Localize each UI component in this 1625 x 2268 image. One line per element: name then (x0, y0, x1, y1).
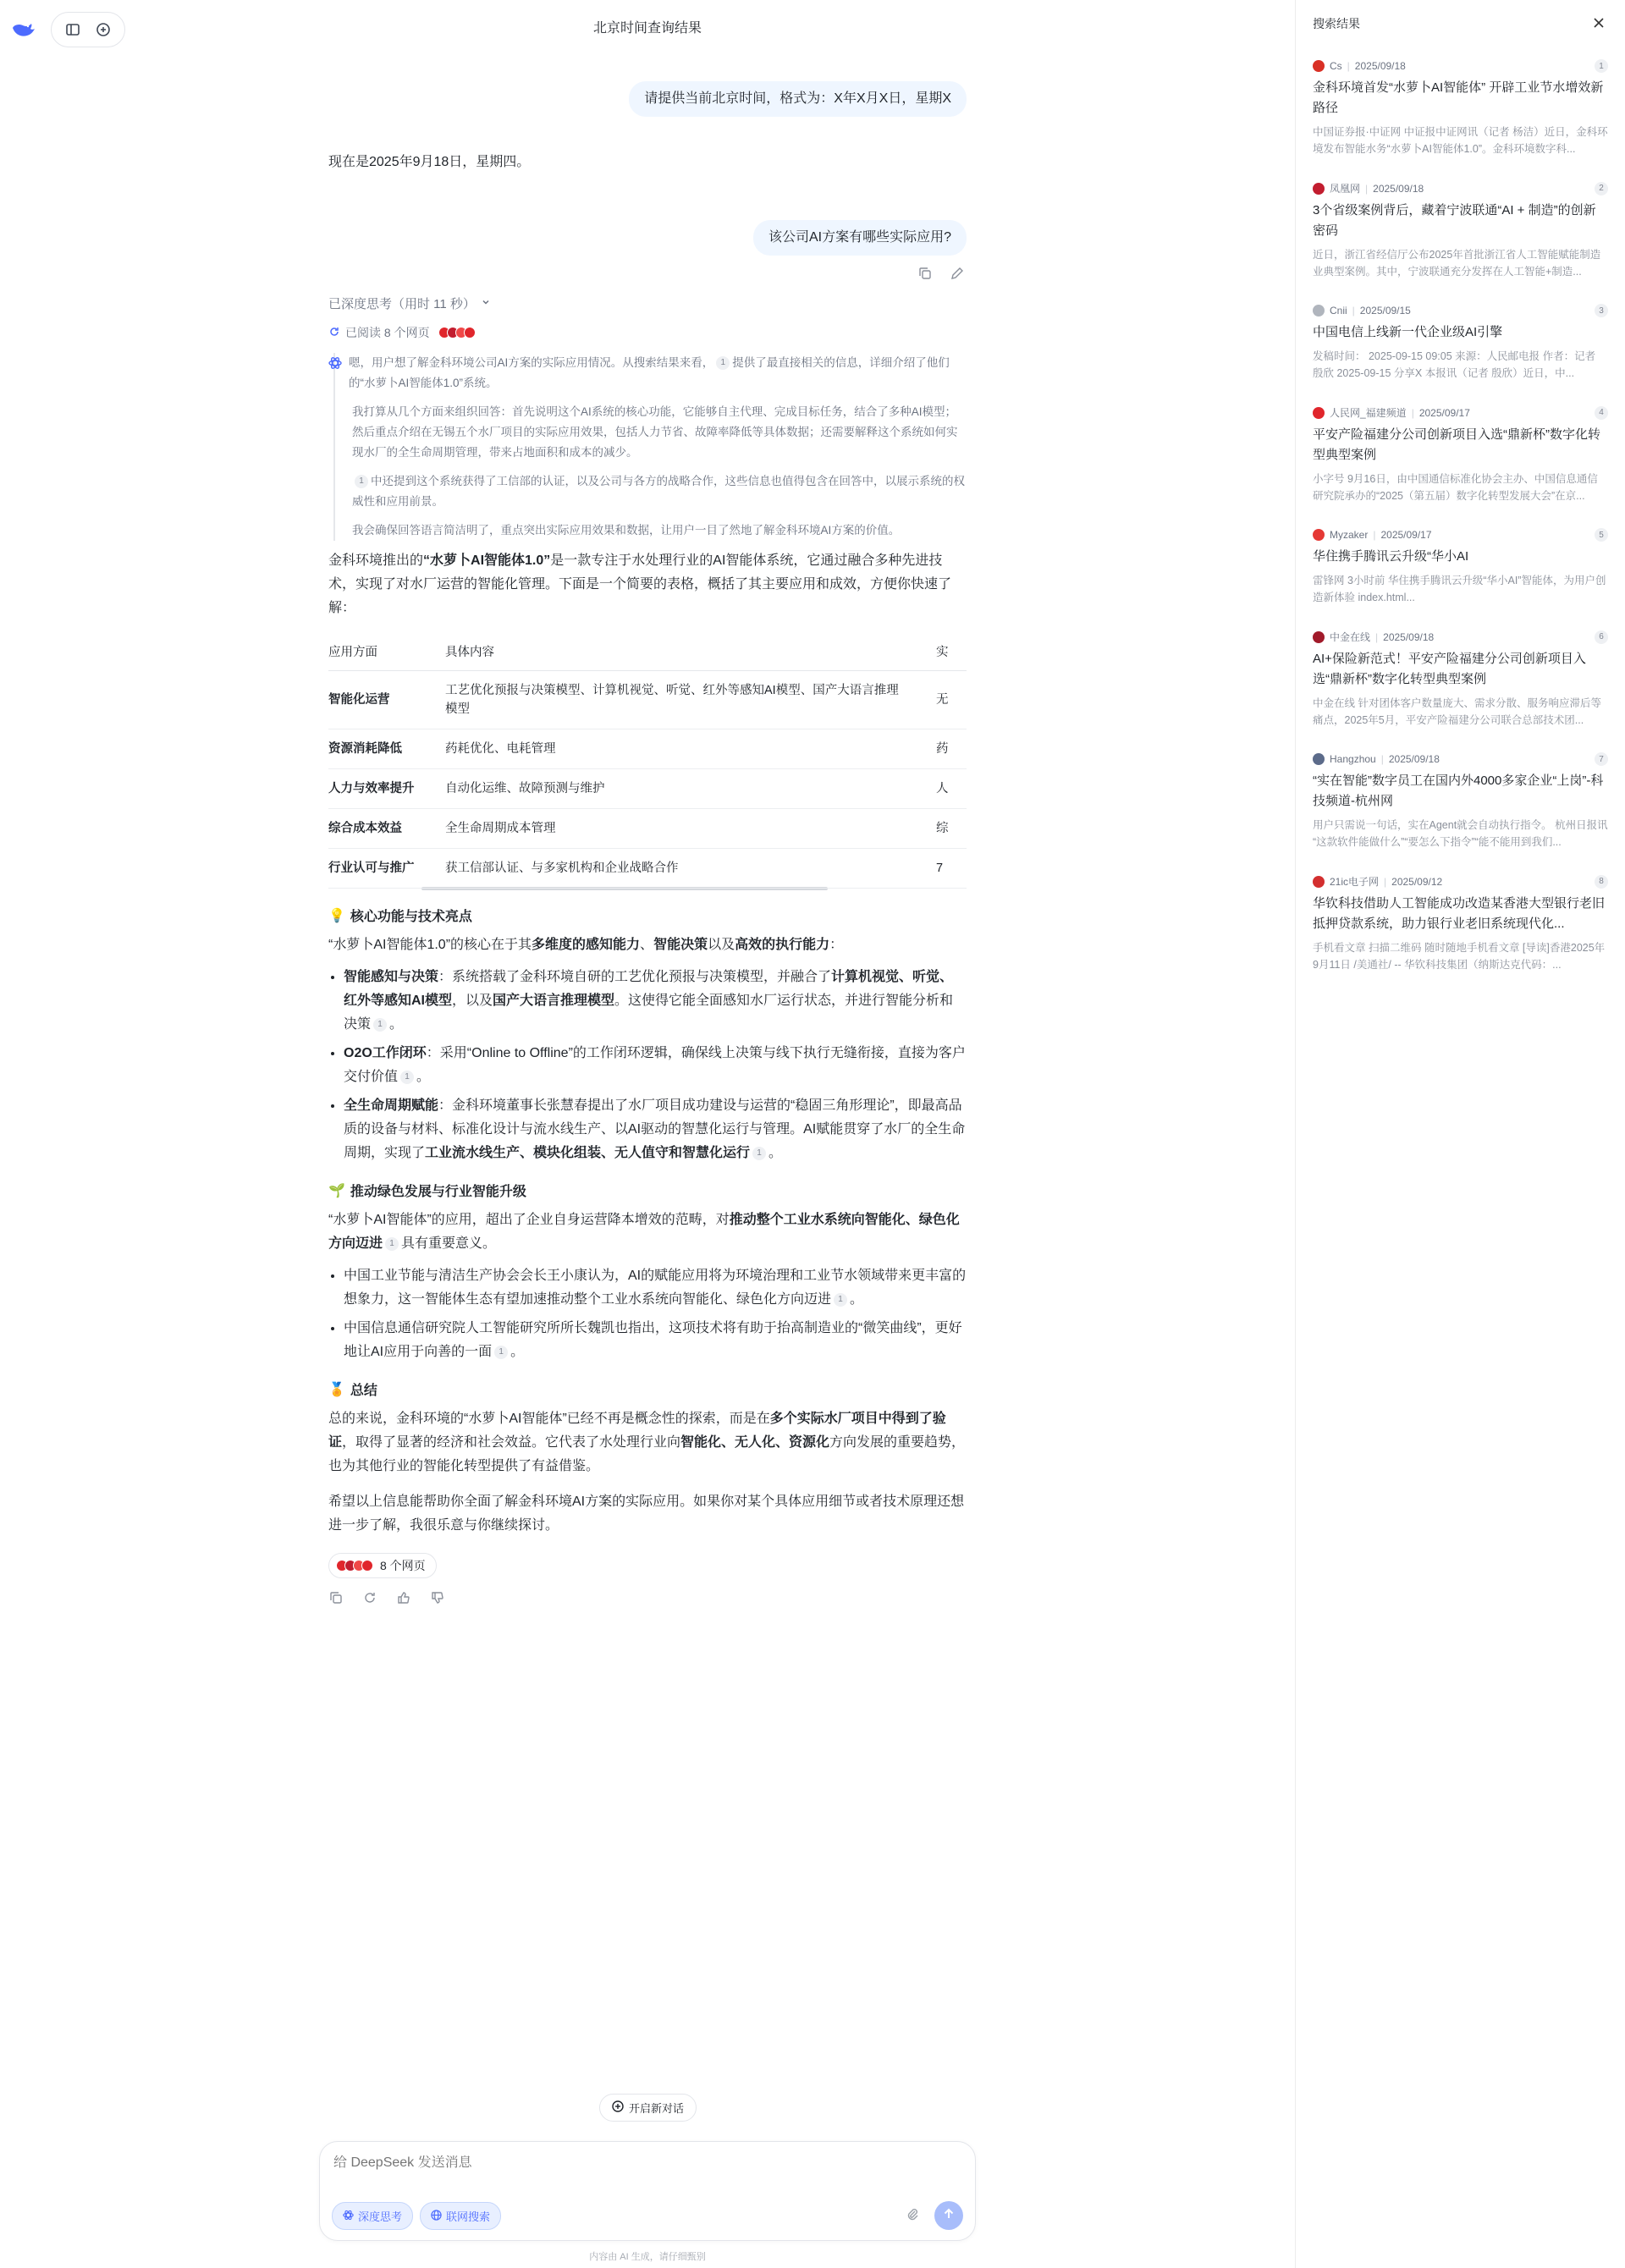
search-result-item[interactable] (1296, 516, 1625, 618)
table-cell-aspect: 资源消耗降低 (328, 729, 445, 769)
search-result-date: 2025/09/17 (1418, 406, 1470, 419)
thumbs-down-icon[interactable] (430, 1590, 445, 1610)
section-green-intro: “水萝卜AI智能体”的应用，超出了企业自身运营降本增效的范畴，对推动整个工业水系统向智能化、绿色化方向迈进 1 具有重要意义。 (328, 1213, 960, 1251)
green-comment-list (344, 1264, 967, 1364)
table-header: 实 (936, 632, 967, 671)
thinking-paragraph-3: 1 中还提到这个系统获得了工信部的认证，以及公司与各方的战略合作，这些信息也值得包含在回答中，以展示系统的权威性和应用前景。 (352, 475, 965, 508)
search-result-date: 2025/09/18 (1354, 60, 1406, 72)
search-result-date: 2025/09/18 (1388, 753, 1440, 765)
read-web-pages[interactable] (328, 324, 967, 341)
atom-icon (343, 2210, 354, 2223)
search-results-list (1296, 47, 1625, 985)
user-message-1 (328, 81, 967, 117)
ai-disclaimer: 内容由 AI 生成，请仔细甄别 (589, 2252, 706, 2262)
search-result-title[interactable]: 中国电信上线新一代企业级AI引擎 (1313, 325, 1503, 339)
search-result-item[interactable] (1296, 169, 1625, 292)
source-favicon-icon (1313, 876, 1325, 888)
source-favicon-icon (1313, 305, 1325, 317)
search-results-panel (1295, 0, 1625, 2268)
search-result-source: Cnii (1330, 305, 1347, 317)
table-cell-content: 自动化运维、故障预测与维护 (445, 769, 936, 809)
chat-title: 北京时间查询结果 (592, 21, 702, 36)
search-result-snippet: 中金在线 针对团体客户数量庞大、需求分散、服务响应滞后等痛点，2025年5月，平安产险福建分公司联合总部技术团... (1313, 697, 1601, 726)
application-table (328, 632, 967, 889)
user-message-actions (328, 266, 967, 283)
section-summary-text: 总的来说，金科环境的“水萝卜AI智能体”已经不再是概念性的探索，而是在多个实际水厂项目中得到了验证，取得了显著的经济和社会效益。它代表了水处理行业向智能化、无人化、资源化方向发展的重要趋势，也为其他行业的智能化转型提供了有益借鉴。 (328, 1412, 966, 1473)
table-cell-aspect: 智能化运营 (328, 671, 445, 729)
search-result-meta: 21ic电子网 | 2025/09/12 8 (1313, 874, 1608, 889)
search-result-date: 2025/09/18 (1383, 630, 1435, 643)
source-favicon-icon (1313, 183, 1325, 195)
search-result-title[interactable]: AI+保险新范式！平安产险福建分公司创新项目入选“鼎新杯”数字化转型典型案例 (1313, 652, 1586, 686)
deep-think-toggle[interactable]: 深度思考 (332, 2202, 413, 2230)
search-result-meta: Myzaker | 2025/09/17 5 (1313, 528, 1608, 542)
table-row (328, 671, 967, 729)
search-result-source: 凤凰网 (1330, 183, 1361, 195)
search-result-meta: 凤凰网 | 2025/09/18 2 (1313, 181, 1608, 195)
list-item: • 全生命周期赋能：金科环境董事长张慧春提出了水厂项目成功建设与运营的“稳固三角形理论”，即最高品质的设备与材料、标准化设计与流水线生产、以AI驱动的智慧化运行与管理。AI赋能贯穿了水厂的全生命周期，实现了工业流水线生产、模块化组装、无人值守和智慧化运行 1 。 (344, 1094, 967, 1165)
search-result-date: 2025/09/12 (1391, 875, 1443, 888)
search-refresh-icon (328, 326, 340, 340)
source-favicon-icon (1313, 753, 1325, 765)
list-item: • 中国信息通信研究院人工智能研究所所长魏凯也指出，这项技术将有助于抬高制造业的“微笑曲线”，更好地让AI应用于向善的一面 1 。 (344, 1317, 967, 1364)
search-result-title[interactable]: “实在智能”数字员工在国内外4000多家企业“上岗”-科技频道-杭州网 (1313, 773, 1604, 808)
deep-think-icon (328, 356, 342, 394)
citation-badge[interactable]: 1 (355, 475, 368, 488)
message-input[interactable] (333, 2155, 926, 2171)
citation-badge[interactable]: 1 (385, 1237, 399, 1251)
search-result-source: 中金在线 (1330, 631, 1371, 643)
sources-chip[interactable] (328, 1553, 437, 1578)
list-item: • O2O工作闭环：采用“Online to Offline”的工作闭环逻辑，确保线上决策与线下执行无缝衔接，直接为客户交付价值 1 。 (344, 1042, 967, 1089)
table-cell-content: 工艺优化预报与决策模型、计算机视觉、听觉、红外等感知AI模型、国产大语言推理模型 (445, 671, 936, 729)
table-cell-effect: 综 (936, 809, 967, 849)
section-core-intro: “水萝卜AI智能体1.0”的核心在于其多维度的感知能力、智能决策以及高效的执行能力： (328, 938, 844, 952)
thinking-paragraph-1: 嗯，用户想了解金科环境公司AI方案的实际应用情况。从搜索结果来看， 1 提供了最直接相关的信息，详细介绍了他们的“水萝卜AI智能体1.0”系统。 (328, 353, 967, 394)
table-cell-effect: 7 (936, 849, 967, 889)
search-result-item[interactable] (1296, 394, 1625, 516)
composer-actions (906, 2201, 963, 2230)
thinking-content (333, 353, 967, 541)
attachment-icon[interactable] (906, 2207, 919, 2225)
section-heading-core: 💡 核心功能与技术亮点 (328, 908, 472, 924)
table-header: 具体内容 (445, 632, 936, 671)
thinking-paragraph-2: 我打算从几个方面来组织回答：首先说明这个AI系统的核心功能，它能够自主代理、完成目标任务，结合了多种AI模型；然后重点介绍在无锡五个水厂项目的实际应用效果，包括人力节省、故障率降低等具体数据；还需要解释这个系统如何实现水厂的全生命周期管理，带来占地面积和成本的减少。 (352, 405, 958, 459)
table-cell-content: 全生命周期成本管理 (445, 809, 936, 849)
search-result-meta: Hangzhou | 2025/09/18 7 (1313, 752, 1608, 766)
chat-column (328, 0, 967, 1610)
search-panel-header (1296, 0, 1625, 47)
chevron-down-icon (481, 296, 491, 311)
user-message-2 (328, 220, 967, 256)
search-result-source: Cs (1330, 60, 1342, 72)
user-message-text: 该公司AI方案有哪些实际应用? (753, 220, 967, 256)
table-header: 应用方面 (328, 632, 445, 671)
plus-circle-icon (612, 2100, 624, 2115)
search-result-source: 人民网_福建频道 (1330, 407, 1407, 419)
user-message-text: 请提供当前北京时间，格式为：X年X月X日，星期X (629, 81, 967, 117)
table-row (328, 769, 967, 809)
thinking-header: 已深度思考（用时 11 秒） (328, 297, 476, 311)
answer-intro: 金科环境推出的“水萝卜AI智能体1.0”是一款专注于水处理行业的AI智能体系统，它通过融合多种先进技术，实现了对水厂运营的智能化管理。下面是一个简要的表格，概括了其主要应用和成效，方便你快速了解： (328, 553, 952, 615)
thinking-toggle[interactable] (328, 295, 967, 312)
search-result-index: 7 (1595, 752, 1608, 766)
citation-badge[interactable]: 1 (834, 1293, 847, 1307)
search-result-source: Hangzhou (1330, 753, 1376, 765)
web-search-toggle[interactable]: 联网搜索 (420, 2202, 501, 2230)
search-result-snippet: 手机看文章 扫描二维码 随时随地手机看文章 [导读]香港2025年9月11日 /美通社/ -- 华钦科技集团（纳斯达克代码：... (1313, 942, 1606, 971)
source-favicon-icon (1313, 631, 1325, 643)
source-favicons (339, 1560, 373, 1572)
search-result-index: 2 (1595, 182, 1608, 195)
source-favicon-icon (1313, 529, 1325, 541)
search-result-title[interactable]: 华住携手腾讯云升级“华小AI (1313, 549, 1469, 564)
search-result-source: 21ic电子网 (1330, 876, 1380, 888)
table-row (328, 809, 967, 849)
copy-icon[interactable] (917, 266, 934, 283)
source-favicons (442, 327, 476, 339)
search-result-date: 2025/09/18 (1373, 182, 1424, 195)
closing-text: 希望以上信息能帮助你全面了解金科环境AI方案的实际应用。如果你对某个具体应用细节或者技术原理还想进一步了解，我很乐意与你继续探讨。 (328, 1495, 965, 1533)
table-cell-aspect: 人力与效率提升 (328, 769, 445, 809)
search-result-date: 2025/09/15 (1359, 305, 1411, 317)
search-result-item[interactable] (1296, 292, 1625, 394)
citation-badge[interactable]: 1 (373, 1018, 387, 1032)
source-favicon-icon (1313, 60, 1325, 72)
thumbs-up-icon[interactable] (396, 1590, 411, 1610)
search-result-date: 2025/09/17 (1380, 529, 1432, 541)
answer-actions (328, 1590, 967, 1610)
search-result-title[interactable]: 华钦科技借助人工智能成功改造某香港大型银行老旧抵押贷款系统，助力银行业老旧系统现代化... (1313, 896, 1606, 931)
edit-icon[interactable] (950, 266, 967, 283)
search-result-snippet: 发稿时间： 2025-09-15 09:05 来源：人民邮电报 作者：记者 殷欣 2025-09-15 分享X 本报讯（记者 殷欣）近日，中... (1313, 350, 1596, 379)
search-result-index: 6 (1595, 630, 1608, 644)
search-result-snippet: 中国证券报·中证网 中证报中证网讯（记者 杨洁）近日，金科环境发布智能水务“水萝卜AI智能体1.0”。金科环境数字科... (1313, 126, 1608, 155)
thinking-paragraph-4: 我会确保回答语言简洁明了，重点突出实际应用效果和数据，让用户一目了然地了解金科环境AI方案的价值。 (352, 524, 901, 537)
search-panel-title: 搜索结果 (1313, 17, 1360, 30)
table-cell-content: 药耗优化、电耗管理 (445, 729, 936, 769)
table-cell-effect: 无 (936, 671, 967, 729)
send-button[interactable] (934, 2201, 963, 2230)
assistant-answer-1: 现在是2025年9月18日，星期四。 (328, 155, 531, 169)
citation-badge[interactable]: 1 (400, 1071, 414, 1084)
table-cell-effect: 药 (936, 729, 967, 769)
search-result-item[interactable] (1296, 47, 1625, 169)
search-result-snippet: 用户只需说一句话，实在Agent就会自动执行指令。 杭州日报讯 “这款软件能做什么”“要怎么下指令”“能不能用到我们... (1313, 819, 1608, 848)
search-result-meta: Cs | 2025/09/18 1 (1313, 59, 1608, 73)
search-result-title[interactable]: 3个省级案例背后，藏着宁波联通“AI + 制造”的创新密码 (1313, 203, 1596, 238)
seedling-icon: 🌱 (328, 1183, 345, 1198)
citation-badge[interactable]: 1 (494, 1346, 508, 1359)
search-result-index: 1 (1595, 59, 1608, 73)
sources-label: 8 个网页 (380, 1559, 426, 1572)
source-favicon-icon (1313, 407, 1325, 419)
medal-icon: 🏅 (328, 1382, 345, 1397)
copy-icon[interactable] (328, 1590, 344, 1610)
read-web-label: 已阅读 8 个网页 (345, 326, 430, 339)
search-result-source: Myzaker (1330, 529, 1369, 541)
search-result-snippet: 雷锋网 3小时前 华住携手腾讯云升级“华小AI”智能体，为用户创造新体验 index.html... (1313, 575, 1606, 603)
citation-badge[interactable]: 1 (752, 1147, 766, 1160)
search-result-title[interactable]: 金科环境首发“水萝卜AI智能体” 开辟工业节水增效新路径 (1313, 80, 1604, 115)
table-cell-aspect: 综合成本效益 (328, 809, 445, 849)
globe-icon (431, 2210, 442, 2223)
composer-tools (332, 2202, 501, 2230)
section-heading-green: 🌱 推动绿色发展与行业智能升级 (328, 1183, 526, 1199)
close-icon[interactable] (1591, 15, 1608, 32)
list-item: • 中国工业节能与清洁生产协会会长王小康认为，AI的赋能应用将为环境治理和工业节水领域带来更丰富的想象力，这一智能体生态有望加速推动整个工业水系统向智能化、绿色化方向迈进 1 。 (344, 1264, 967, 1312)
citation-badge[interactable]: 1 (716, 356, 730, 370)
list-item: • 智能感知与决策：系统搭载了金科环境自研的工艺优化预报与决策模型，并融合了计算机视觉、听觉、红外等感知AI模型，以及国产大语言推理模型。这使得它能全面感知水厂运行状态，并进行智能分析和决策 1 。 (344, 966, 967, 1037)
new-chat-button[interactable]: 开启新对话 (599, 2094, 697, 2122)
search-result-item[interactable] (1296, 740, 1625, 862)
core-feature-list (344, 966, 967, 1165)
search-result-index: 4 (1595, 406, 1608, 420)
arrow-up-icon (942, 2207, 956, 2225)
search-result-snippet: 近日，浙江省经信厅公布2025年首批浙江省人工智能赋能制造业典型案例。其中，宁波联通充分发挥在人工智能+制造... (1313, 249, 1601, 278)
lightbulb-icon: 💡 (328, 908, 345, 923)
search-result-index: 3 (1595, 304, 1608, 317)
search-result-item[interactable] (1296, 618, 1625, 740)
table-cell-content: 获工信部认证、与多家机构和企业战略合作 (445, 849, 936, 889)
table-row (328, 849, 967, 889)
search-result-meta: 人民网_福建频道 | 2025/09/17 4 (1313, 405, 1608, 420)
search-result-index: 5 (1595, 528, 1608, 542)
search-result-index: 8 (1595, 875, 1608, 889)
table-row (328, 729, 967, 769)
regenerate-icon[interactable] (362, 1590, 377, 1610)
search-result-snippet: 小字号 9月16日，由中国通信标准化协会主办、中国信息通信研究院承办的“2025（第五届）数字化转型发展大会”在京... (1313, 473, 1598, 502)
table-cell-effect: 人 (936, 769, 967, 809)
search-result-meta: 中金在线 | 2025/09/18 6 (1313, 630, 1608, 644)
search-result-title[interactable]: 平安产险福建分公司创新项目入选“鼎新杯”数字化转型典型案例 (1313, 427, 1600, 462)
search-result-item[interactable] (1296, 862, 1625, 985)
table-header-row (328, 632, 967, 671)
message-composer (319, 2141, 976, 2241)
table-cell-aspect: 行业认可与推广 (328, 849, 445, 889)
search-result-meta: Cnii | 2025/09/15 3 (1313, 304, 1608, 317)
section-heading-summary: 🏅 总结 (328, 1382, 377, 1398)
